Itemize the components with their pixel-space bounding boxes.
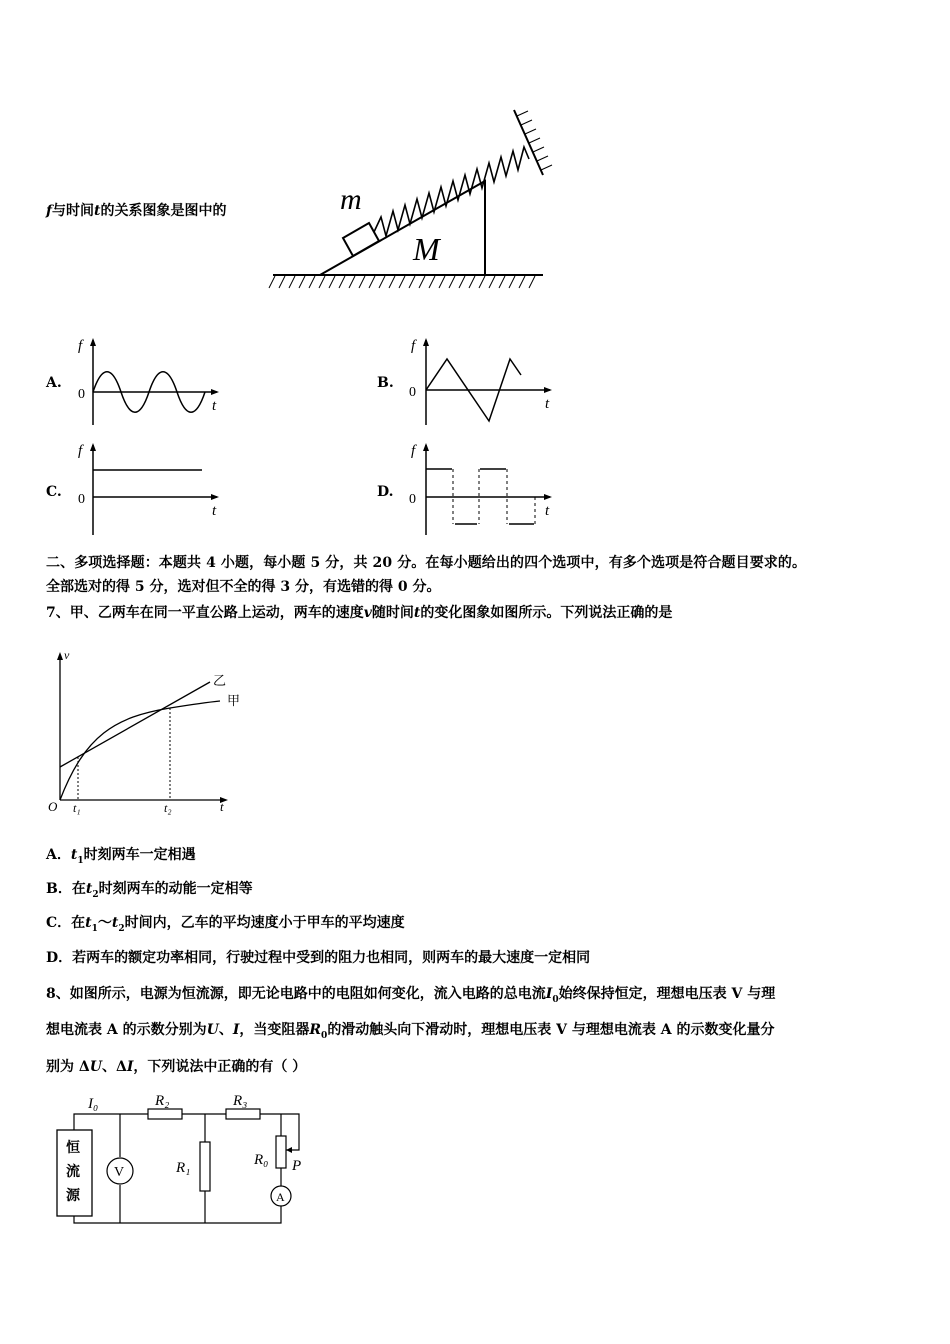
q7-option-c[interactable]	[46, 916, 405, 934]
axis-label-f: f	[411, 443, 416, 459]
q6-graph-b[interactable]	[405, 335, 565, 430]
q6-stem	[46, 204, 227, 218]
q7-stem-c: 的变化图象如图所示。下列说法正确的是	[420, 605, 673, 621]
q6-stem-b: 的关系图象是图中的	[100, 203, 227, 219]
source-char-1: 恒	[66, 1141, 80, 1156]
q8-line1	[46, 987, 775, 1005]
q6-option-d-label[interactable]: D.	[377, 484, 394, 500]
q7-d-label: D．	[46, 950, 73, 966]
section2-line2: 全部选对的得 5 分，选对但不全的得 3 分，有选错的得 0 分。	[46, 579, 441, 595]
label-I0: I₀	[88, 1096, 99, 1112]
q7-c-t: t	[85, 915, 92, 931]
q7-c-tilde: ～	[97, 915, 112, 931]
q7-stem	[46, 606, 672, 620]
q7-option-b[interactable]	[46, 882, 253, 900]
resistor-r2	[148, 1109, 182, 1119]
vt-label-jia: 甲	[227, 693, 241, 708]
q7-b-sub: 2	[92, 889, 99, 900]
q8-l3a: 别为 Δ	[46, 1059, 90, 1075]
q8-l1-I: I	[545, 986, 553, 1002]
ammeter-label: A	[276, 1190, 285, 1204]
q8-l2-R: R	[309, 1022, 322, 1038]
vt-axis-t: t	[220, 799, 224, 814]
label-R0: R₀	[254, 1152, 269, 1168]
axis-origin: 0	[78, 492, 85, 507]
q8-l2c: 的滑动触头向下滑动时，理想电压表 V 与理想电流表 A 的示数变化量分	[327, 1022, 775, 1038]
q6-option-b-label[interactable]: B.	[377, 375, 394, 391]
q6-option-a-label[interactable]: A.	[46, 375, 62, 391]
q7-option-d[interactable]	[46, 951, 590, 965]
q6-option-c-label[interactable]: C.	[46, 484, 62, 500]
q7-c-sub: 1	[91, 923, 98, 934]
label-R1: R₁	[176, 1160, 191, 1176]
q7-stem-v: v	[363, 605, 372, 621]
source-char-3: 源	[66, 1189, 80, 1204]
label-m: m	[340, 183, 362, 216]
q8-l3c: ，下列说法中正确的有（ ）	[133, 1059, 307, 1075]
q8-l2-Rsub: 0	[321, 1030, 328, 1041]
q7-c-label: C．在	[46, 915, 86, 931]
vt-t1: t₁	[73, 801, 81, 815]
q7-option-a[interactable]	[46, 848, 196, 866]
axis-origin: 0	[409, 492, 416, 507]
axis-origin: 0	[78, 387, 85, 402]
q8-line3	[46, 1060, 306, 1074]
voltmeter-label: V	[114, 1165, 125, 1180]
resistor-r1	[200, 1142, 210, 1191]
axis-label-f: f	[78, 338, 83, 354]
q8-l3b: 、Δ	[101, 1059, 127, 1075]
q8-l2b: ，当变阻器	[239, 1022, 310, 1038]
axis-label-t: t	[545, 396, 550, 412]
axis-label-f: f	[411, 338, 416, 354]
q8-l2-U: U	[206, 1022, 219, 1038]
q7-c-text: 时间内，乙车的平均速度小于甲车的平均速度	[124, 915, 405, 931]
rheostat-r0	[276, 1136, 286, 1168]
q6-stem-f: f	[46, 203, 53, 219]
vt-axis-v: v	[64, 648, 70, 662]
axis-label-t: t	[545, 503, 550, 519]
q7-a-t: t	[70, 847, 78, 863]
q7-a-label: A．	[46, 847, 71, 863]
axis-origin: 0	[409, 385, 416, 400]
section2-line1: 二、多项选择题：本题共 4 小题，每小题 5 分，共 20 分。在每小题给出的四个选项中，有多个选项是符合题目要求的。	[46, 555, 807, 571]
q8-l1b: 始终保持恒定，理想电压表 V 与理	[558, 986, 776, 1002]
q7-b-text: 时刻两车的动能一定相等	[98, 881, 253, 897]
axis-label-t: t	[212, 398, 217, 414]
q7-a-text: 时刻两车一定相遇	[83, 847, 196, 863]
q7-c-sub2: 2	[118, 923, 125, 934]
axis-label-t: t	[212, 503, 217, 519]
q8-l2a: 想电流表 A 的示数分别为	[46, 1022, 207, 1038]
q8-line2	[46, 1023, 775, 1041]
q8-l2-sep: 、	[218, 1022, 233, 1038]
label-P: P	[292, 1158, 302, 1174]
q7-stem-b: 随时间	[371, 605, 414, 621]
source-char-2: 流	[66, 1165, 80, 1180]
label-M: M	[413, 231, 440, 267]
q8-l1a: 8、如图所示，电源为恒流源，即无论电路中的电阻如何变化，流入电路的总电流	[46, 986, 546, 1002]
q6-graph-a[interactable]	[72, 335, 232, 430]
q8-l3-I: I	[126, 1059, 134, 1075]
q7-stem-t: t	[413, 605, 421, 621]
q8-circuit	[50, 1090, 325, 1230]
q6-stem-a: 与时间	[52, 203, 95, 219]
q6-graph-c[interactable]	[72, 440, 232, 538]
q7-c-t2: t	[111, 915, 119, 931]
q6-stem-t: t	[94, 203, 101, 219]
q7-a-sub: 1	[77, 855, 84, 866]
q8-l2-I: I	[232, 1022, 240, 1038]
q7-stem-a: 7、甲、乙两车在同一平直公路上运动，两车的速度	[46, 605, 364, 621]
q7-d-text: 若两车的额定功率相同，行驶过程中受到的阻力也相同，则两车的最大速度一定相同	[72, 950, 591, 966]
q7-vt-graph	[45, 645, 255, 815]
label-R3: R₃	[233, 1093, 248, 1109]
vt-origin: O	[48, 799, 58, 814]
q6-graph-d[interactable]	[405, 440, 565, 538]
incline-spring-figure	[265, 95, 565, 300]
q8-l1-sub: 0	[552, 994, 559, 1005]
vt-t2: t₂	[164, 801, 172, 815]
resistor-r3	[226, 1109, 260, 1119]
axis-label-f: f	[78, 443, 83, 459]
q7-b-label: B．在	[46, 881, 86, 897]
vt-label-yi: 乙	[213, 673, 227, 688]
label-R2: R₂	[155, 1093, 170, 1109]
q8-l3-U: U	[89, 1059, 102, 1075]
q7-b-t: t	[85, 881, 93, 897]
